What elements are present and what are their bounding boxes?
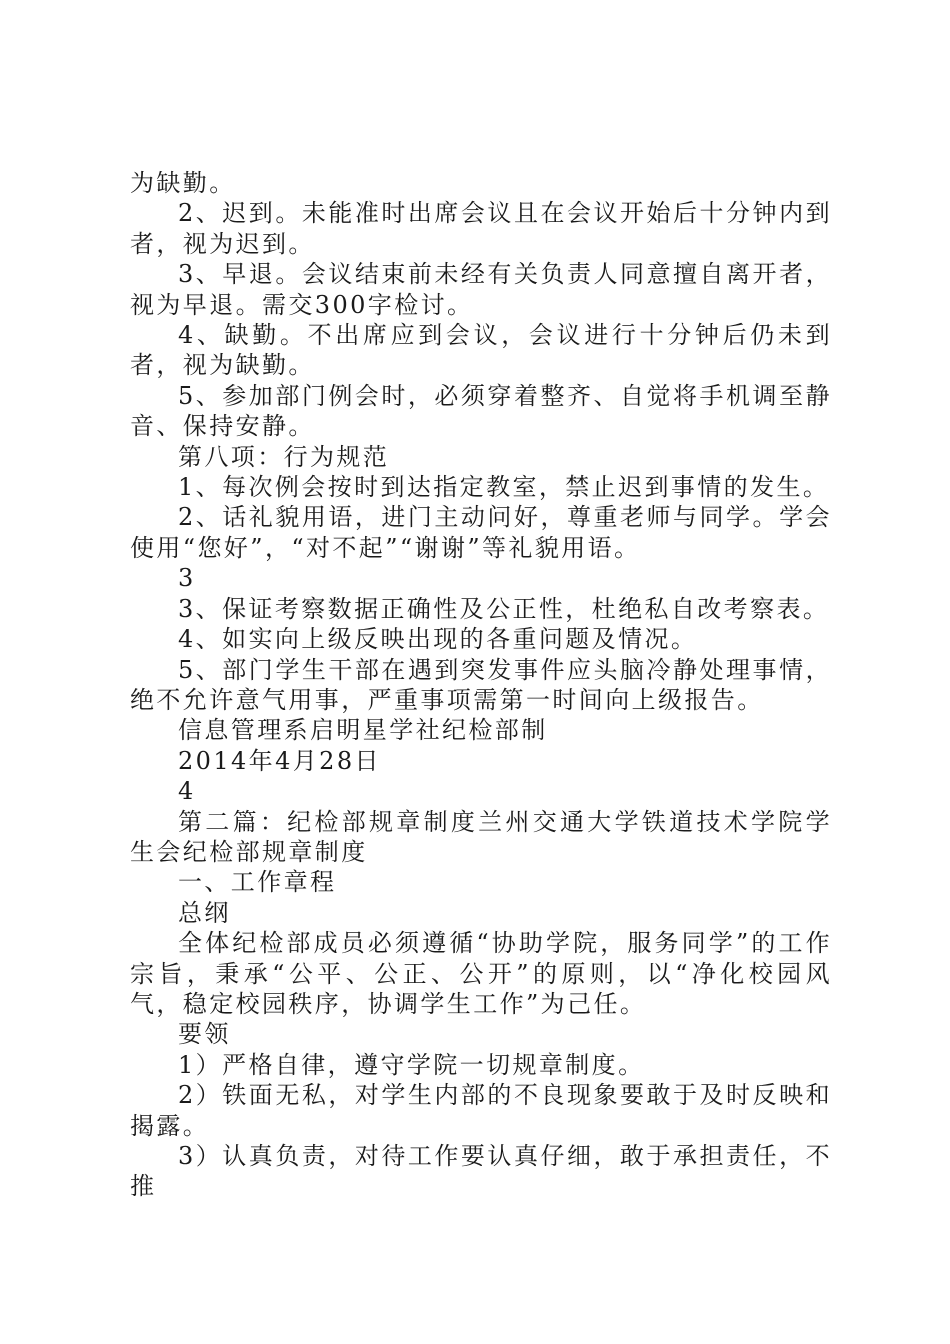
- list-item-impartiality: 2）铁面无私，对学生内部的不良现象要敢于及时反映和揭露。: [130, 1081, 832, 1140]
- paragraph-absence: 4、缺勤。不出席应到会议，会议进行十分钟后仍未到者，视为缺勤。: [130, 321, 832, 380]
- document-body: [130, 168, 832, 1202]
- page-number: 3: [178, 564, 196, 593]
- paragraph-general-principles: 全体纪检部成员必须遵循“协助学院，服务同学”的工作宗旨，秉承“公平、公正、公开”的原则，以“净化校园风气，稳定校园秩序，协调学生工作”为己任。: [130, 929, 832, 1018]
- paragraph-meeting-rules: 5、参加部门例会时，必须穿着整齐、自觉将手机调至静音、保持安静。: [130, 381, 832, 441]
- subheading-essentials: 要领: [178, 1020, 231, 1049]
- paragraph-punctuality: 1、每次例会按时到达指定教室，禁止迟到事情的发生。: [178, 473, 830, 502]
- paragraph-late: 2、迟到。未能准时出席会议且在会议开始后十分钟内到者，视为迟到。: [130, 199, 832, 258]
- paragraph-polite-language: 2、话礼貌用语，进门主动问好，尊重老师与同学。学会使用“您好”，“对不起”“谢谢”等礼貌用语。: [130, 503, 832, 562]
- paragraph-report-issues: 4、如实向上级反映出现的各重问题及情况。: [178, 625, 698, 654]
- paragraph-data-accuracy: 3、保证考察数据正确性及公正性，杜绝私自改考察表。: [178, 594, 830, 623]
- section-heading-behavior: 第八项：行为规范: [178, 442, 390, 471]
- signature-department: 信息管理系启明星学社纪检部制: [178, 716, 548, 745]
- chapter-title: 第二篇：纪检部规章制度兰州交通大学铁道技术学院学生会纪检部规章制度: [130, 807, 832, 866]
- section-heading-charter: 一、工作章程: [178, 868, 337, 897]
- paragraph-emergencies: 5、部门学生干部在遇到突发事件应头脑冷静处理事情，绝不允许意气用事，严重事项需第一时间向上级报告。: [130, 655, 832, 714]
- list-item-self-discipline: 1）严格自律，遵守学院一切规章制度。: [178, 1050, 645, 1079]
- paragraph-leave-early: 3、早退。会议结束前未经有关负责人同意擅自离开者，视为早退。需交300字检讨。: [130, 260, 832, 319]
- page-number: 4: [178, 777, 196, 806]
- paragraph-continuation: 为缺勤。: [130, 169, 236, 197]
- list-item-responsibility: 3）认真负责，对待工作要认真仔细，敢于承担责任，不推: [130, 1142, 832, 1201]
- signature-date: 2014年4月28日: [178, 746, 381, 775]
- subheading-general: 总纲: [178, 898, 231, 927]
